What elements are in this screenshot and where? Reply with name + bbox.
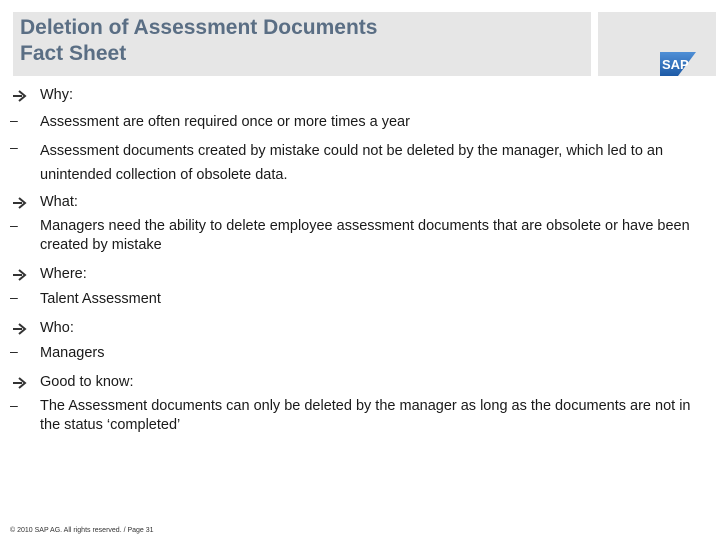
list-item-text: Assessment are often required once or more times a year xyxy=(40,114,410,130)
bullet-dash: – xyxy=(10,397,18,413)
section-heading: Who: xyxy=(40,320,74,336)
arrow-right-icon xyxy=(12,196,28,210)
title-line-1: Deletion of Assessment Documents xyxy=(20,16,378,39)
arrow-right-icon xyxy=(12,376,28,390)
bullet-dash: – xyxy=(10,289,18,305)
bullet-dash: – xyxy=(10,139,18,155)
bullet-dash: – xyxy=(10,343,18,359)
sap-logo xyxy=(660,52,696,76)
section-heading: Why: xyxy=(40,87,74,103)
arrow-right-icon xyxy=(12,89,28,103)
list-item-text: Talent Assessment xyxy=(40,291,161,307)
title-line-2: Fact Sheet xyxy=(20,42,127,65)
list-item-text: The Assessment documents can only be deleted by the manager as long as the documents are not in the status ‘completed’ xyxy=(40,398,691,433)
page-title xyxy=(20,15,580,67)
bullet-dash: – xyxy=(10,217,18,233)
bullet-dash: – xyxy=(10,112,18,128)
sap-logo-text: SAP xyxy=(662,57,689,72)
section-heading: Good to know: xyxy=(40,374,134,390)
arrow-right-icon xyxy=(12,322,28,336)
logo-band xyxy=(598,12,716,76)
footer-copyright: © 2010 SAP AG. All rights reserved. / Page 31 xyxy=(10,527,154,534)
list-item-text: Assessment documents created by mistake could not be deleted by the manager, which led to an unintended collection of obsolete data. xyxy=(40,143,664,183)
section-heading: Where: xyxy=(40,266,87,282)
section-heading: What: xyxy=(40,194,78,210)
arrow-right-icon xyxy=(12,268,28,282)
list-item-text: Managers need the ability to delete employee assessment documents that are obsolete or have been created by mistake xyxy=(40,218,690,253)
list-item-text: Managers xyxy=(40,345,105,361)
